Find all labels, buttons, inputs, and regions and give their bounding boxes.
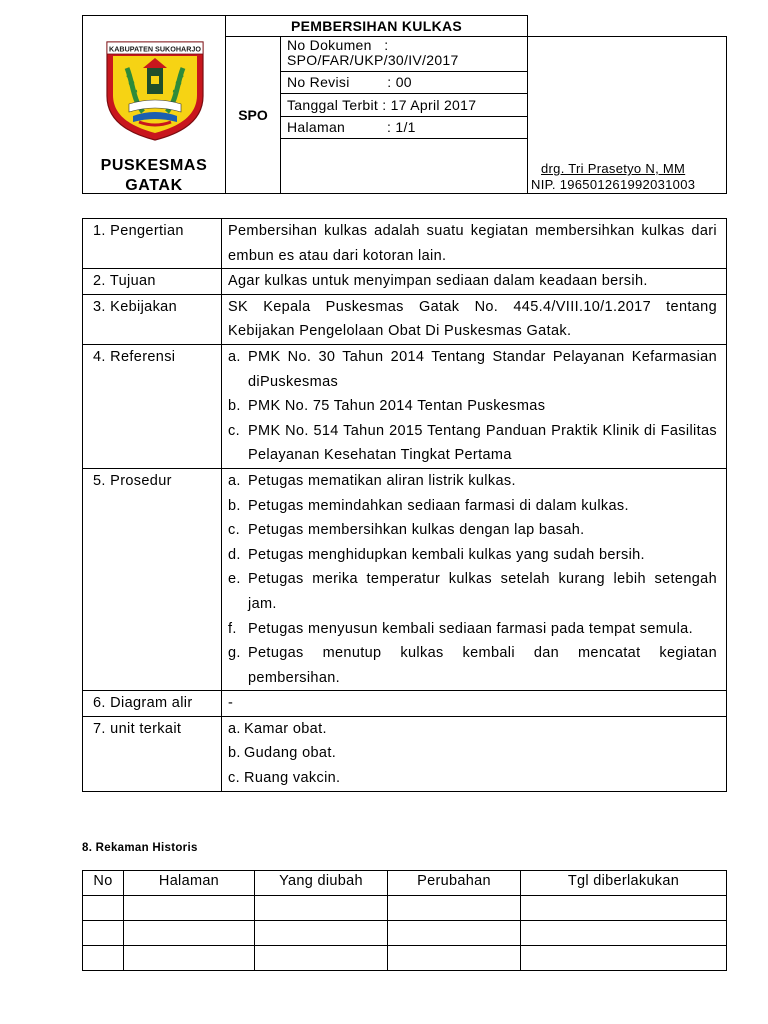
table-cell [255, 946, 388, 971]
document-header [82, 15, 727, 194]
list-item: b. Gudang obat. [228, 745, 337, 762]
table-cell [124, 946, 255, 971]
no-dokumen-value: SPO/FAR/UKP/30/IV/2017 [287, 52, 459, 68]
table-row [83, 468, 727, 690]
logo-cell [83, 16, 226, 194]
table-cell [83, 921, 124, 946]
kebijakan-text: SK Kepala Puskesmas Gatak No. 445.4/VIII.10/1.2017 tentang Kebijakan Pengelolaan Obat Di Puskesmas Gatak. [222, 294, 727, 344]
no-dokumen [281, 37, 528, 72]
list-item: d. Petugas menghidupkan kembali kulkas yang sudah bersih. [228, 546, 645, 563]
approval-cell [528, 37, 727, 194]
table-row [83, 896, 727, 921]
procedure-table [82, 218, 727, 792]
list-item: e. Petugas merika temperatur kulkas setelah kurang lebih setengah jam. [228, 571, 717, 612]
prosedur-list [222, 468, 727, 690]
pengertian-text: Pembersihan kulkas adalah suatu kegiatan membersihkan kulkas dari embun es atau dari kotoran lain. [222, 219, 727, 269]
row-label: 2. Tujuan [83, 269, 222, 295]
table-row [83, 921, 727, 946]
row-label: 7. unit terkait [83, 716, 222, 791]
signer-name: drg. Tri Prasetyo N, MM [541, 161, 686, 176]
table-row [83, 946, 727, 971]
diagram-text: - [222, 691, 727, 717]
table-cell [388, 896, 521, 921]
column-header: Yang diubah [255, 871, 388, 896]
table-cell [255, 896, 388, 921]
blank-meta-cell [281, 139, 528, 194]
row-label: 3. Kebijakan [83, 294, 222, 344]
column-header: No [83, 871, 124, 896]
list-item: a. PMK No. 30 Tahun 2014 Tentang Standar Pelayanan Kefarmasian diPuskesmas [228, 348, 717, 390]
row-label: 5. Prosedur [83, 468, 222, 690]
kabupaten-sukoharjo-logo [103, 38, 207, 142]
list-item: c. Ruang vakcin. [228, 770, 341, 787]
table-row [83, 344, 727, 468]
table-cell [124, 896, 255, 921]
row-label: 1. Pengertian [83, 219, 222, 269]
table-cell [388, 921, 521, 946]
table-cell [83, 896, 124, 921]
unit-list [222, 716, 727, 791]
document-title: PEMBERSIHAN KULKAS [226, 16, 528, 37]
table-cell [83, 946, 124, 971]
column-header: Tgl diberlakukan [521, 871, 727, 896]
tujuan-text: Agar kulkas untuk menyimpan sediaan dalam keadaan bersih. [222, 269, 727, 295]
referensi-list [222, 344, 727, 468]
no-revisi: No Revisi : 00 [281, 72, 528, 94]
list-item: g. Petugas menutup kulkas kembali dan mencatat kegiatan pembersihan. [228, 645, 717, 686]
table-cell [124, 921, 255, 946]
history-title: 8. Rekaman Historis [82, 842, 198, 854]
list-item: c. Petugas membersihkan kulkas dengan lap basah. [228, 522, 585, 539]
spo-label: SPO [226, 37, 281, 194]
table-cell [388, 946, 521, 971]
table-cell [255, 921, 388, 946]
column-header: Perubahan [388, 871, 521, 896]
table-cell [521, 896, 727, 921]
column-header: Halaman [124, 871, 255, 896]
table-row [83, 691, 727, 717]
organization-name: PUSKESMAS [100, 157, 208, 174]
table-row [83, 716, 727, 791]
table-header-row [83, 871, 727, 896]
list-item: b. PMK No. 75 Tahun 2014 Tentan Puskesmas [228, 398, 546, 415]
no-dokumen-label: No Dokumen : [287, 37, 389, 53]
list-item: b. Petugas memindahkan sediaan farmasi di dalam kulkas. [228, 497, 629, 514]
organization-subname: GATAK [125, 177, 183, 194]
halaman: Halaman : 1/1 [281, 117, 528, 139]
table-cell [521, 946, 727, 971]
signer-nip: NIP. 196501261992031003 [531, 177, 696, 192]
row-label: 4. Referensi [83, 344, 222, 468]
table-row [83, 219, 727, 269]
list-item: c. PMK No. 514 Tahun 2015 Tentang Panduan Praktik Klinik di Fasilitas Pelayanan Kesehatan Tingkat Pertama [228, 422, 717, 464]
list-item: a. Kamar obat. [228, 720, 327, 737]
tanggal-terbit: Tanggal Terbit : 17 April 2017 [281, 94, 528, 117]
row-label: 6. Diagram alir [83, 691, 222, 717]
table-row [83, 294, 727, 344]
list-item: a. Petugas mematikan aliran listrik kulkas. [228, 472, 516, 489]
list-item: f. Petugas menyusun kembali sediaan farmasi pada tempat semula. [228, 620, 693, 637]
history-table [82, 870, 727, 971]
table-row [83, 269, 727, 295]
table-cell [521, 921, 727, 946]
svg-text:KABUPATEN SUKOHARJO: KABUPATEN SUKOHARJO [109, 44, 201, 54]
